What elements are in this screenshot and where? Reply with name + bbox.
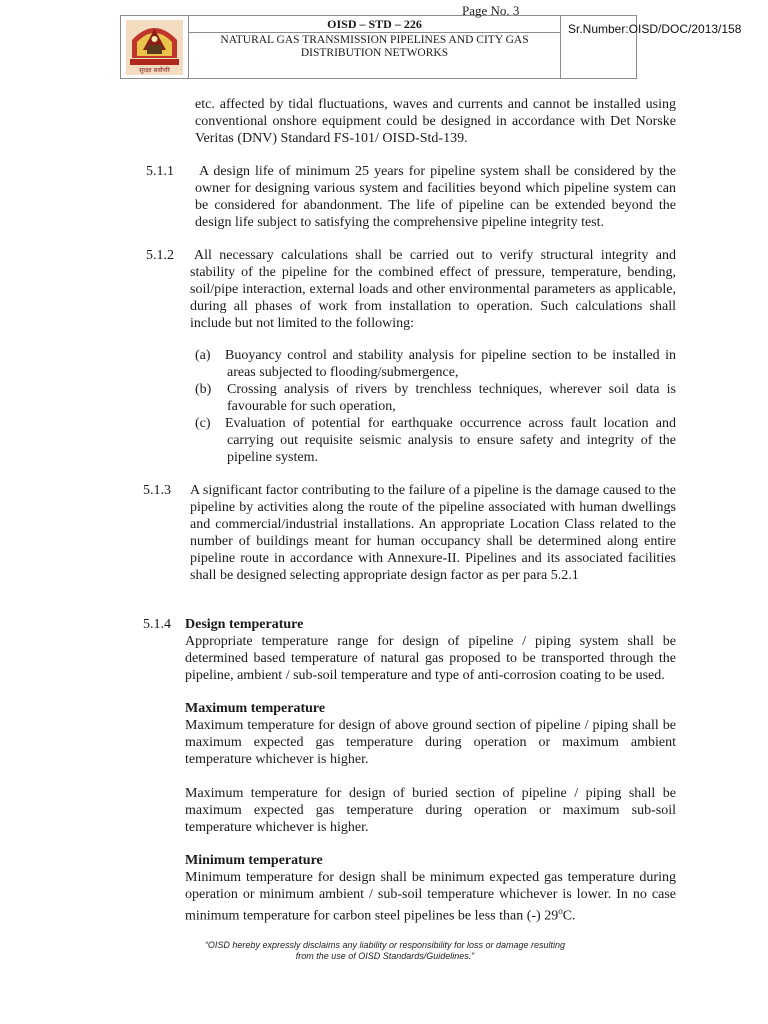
logo-cell [121,16,189,78]
min-temp-heading: Minimum temperature [185,853,323,868]
max-temp-heading: Maximum temperature [185,701,326,716]
list-item-label: (c) [195,416,211,431]
section-5-1-2-text: All necessary calculations shall be carried out to verify structural integrity and stability of the pipeline for the combined effect of pressure, temperature, bending, soil/pipe interaction, external loads and other environmental parameters as applicable, during all phases of work from installation to operation. Such calculations shall include but not limited to the following: [190,248,676,331]
svg-text:सुरक्षा सर्वोपरि: सुरक्षा सर्वोपरि [139,67,170,74]
standard-number: OISD – STD – 226 [189,16,560,33]
page-number: Page No. 3 [462,3,520,18]
section-number: 5.1.1 [146,164,174,179]
list-item-text: Buoyancy control and stability analysis for pipeline section to be installed in areas subjected to flooding/submergence, [225,348,676,380]
max-temp-text-buried: Maximum temperature for design of buried section of pipeline / piping shall be maximum expected gas temperature during operation or maximum sub-soil temperature whichever is higher. [185,786,676,835]
section-5-1-4-text: Appropriate temperature range for design of pipeline / piping system shall be determined based temperature of natural gas proposed to be transported through the pipeline, ambient / sub-soil temperature and type of anti-corrosion coating to be used. [185,634,676,683]
list-item-label: (a) [195,348,211,363]
section-number: 5.1.3 [143,483,171,498]
oisd-logo-icon [126,20,183,75]
min-temp-text: Minimum temperature for design shall be minimum expected gas temperature during operation or minimum ambient / sub-soil temperature whichever is lower. In no case minimum temperature for carbon steel pipelines be less than (-) 29$^o$C. [185,870,676,924]
intro-paragraph: etc. affected by tidal fluctuations, waves and currents and cannot be installed using conventional onshore equipment could be designed in accordance with Det Norske Veritas (DNV) Standard FS-101/ OISD-Std-139. [195,97,676,146]
document-title: NATURAL GAS TRANSMISSION PIPELINES AND CITY GAS DISTRIBUTION NETWORKS [220,34,529,59]
header-title-cell [189,16,561,78]
section-5-1-3-text: A significant factor contributing to the failure of a pipeline is the damage caused to the pipeline by activities along the route of the pipeline associated with human dwellings and commercial/industrial installations. An appropriate Location Class related to the number of buildings meant for human occupancy shall be determined along entire pipeline route in accordance with Annexure-II. Pipelines and its associated facilities shall be designed selecting appropriate design factor as per para 5.2.1 [190,483,676,583]
document-header [120,15,637,79]
list-item-text: Crossing analysis of rivers by trenchless techniques, wherever soil data is favourable for such operation, [227,382,676,414]
max-temp-text-above-ground: Maximum temperature for design of above ground section of pipeline / piping shall be maximum expected gas temperature during operation or maximum ambient temperature whichever is higher. [185,718,676,767]
disclaimer-footer [160,940,610,962]
serial-number: Sr.Number:OISD/DOC/2013/158 [568,22,742,36]
section-number: 5.1.4 [143,617,171,632]
footer-line-1: “OISD hereby expressly disclaims any liability or responsibility for loss or damage resulting [204,940,566,950]
design-temperature-heading: Design temperature [185,617,304,632]
footer-line-2: from the use of OISD Standards/Guidelines.” [295,951,475,961]
list-item-label: (b) [195,382,212,397]
degree-superscript: o [558,906,563,916]
section-5-1-1-text: A design life of minimum 25 years for pipeline system shall be considered by the owner for designing various system and facilities beyond which pipeline system can be considered for abandonment. The life of pipeline can be extended beyond the design life subject to satisfying the comprehensive pipeline integrity test. [195,164,676,230]
section-number: 5.1.2 [146,248,174,263]
list-item-text: Evaluation of potential for earthquake occurrence across fault location and carrying out requisite seismic analysis to ensure safety and integrity of the pipeline system. [225,416,676,465]
